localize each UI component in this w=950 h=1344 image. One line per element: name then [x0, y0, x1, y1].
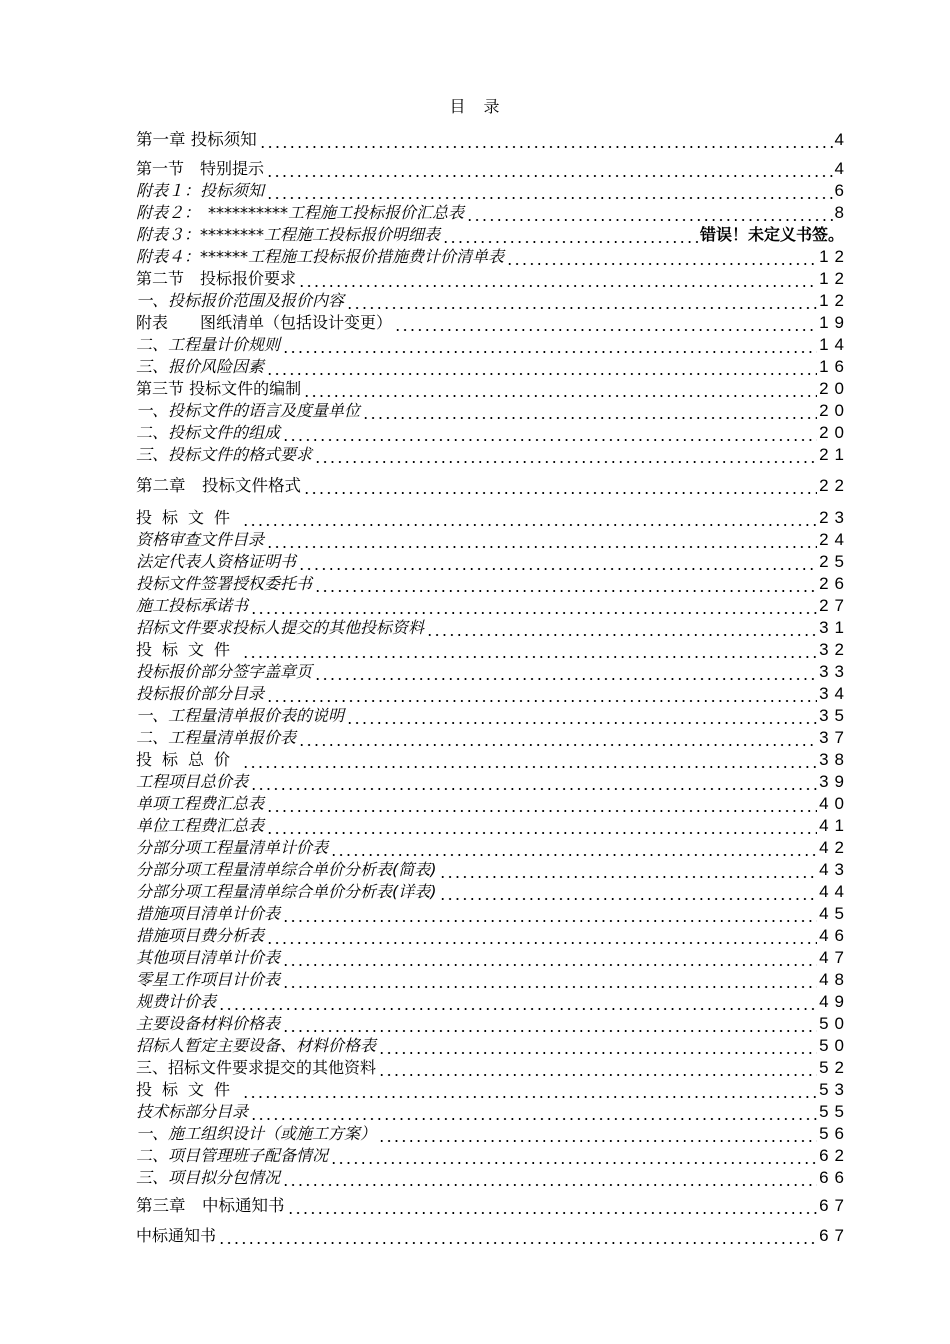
- toc-entry-label: 附表２： **********工程施工投标报价汇总表: [136, 203, 465, 222]
- toc-entry-page: 56: [819, 1124, 850, 1143]
- toc-entry[interactable]: [136, 704, 850, 726]
- toc-entry-label: 其他项目清单计价表: [136, 948, 281, 967]
- toc-entry[interactable]: [136, 550, 850, 572]
- toc-entry-label: 第一章 投标须知: [136, 130, 257, 149]
- toc-entry-page: 67: [819, 1196, 850, 1215]
- toc-entry-page: 55: [819, 1102, 850, 1121]
- toc-entry-page: 19: [819, 313, 850, 332]
- toc-entry-label: 投标文件签署授权委托书: [136, 574, 313, 593]
- toc-entry-label: 措施项目费分析表: [136, 926, 265, 945]
- toc-entry-page: 47: [819, 948, 850, 967]
- toc-entry-label: 附表１：投标须知: [136, 181, 265, 200]
- toc-entry[interactable]: [136, 528, 850, 550]
- dot-leader: [242, 640, 817, 660]
- toc-entry[interactable]: [136, 1056, 850, 1078]
- toc-entry-label: 投标文件: [136, 1080, 241, 1099]
- toc-entry-page: 44: [819, 882, 850, 901]
- dot-leader: [303, 379, 817, 399]
- dot-leader: [314, 445, 817, 465]
- dot-leader: [330, 1146, 817, 1166]
- toc-entry-page: 37: [819, 728, 850, 747]
- toc-entry-label: 二、工程量清单报价表: [136, 728, 297, 747]
- toc-entry-label: 招标人暂定主要设备、材料价格表: [136, 1036, 377, 1055]
- toc-entry[interactable]: [136, 421, 850, 443]
- toc-entry-page: 20: [819, 379, 850, 398]
- bookmark-error-text: 错误！未定义书签。: [699, 225, 844, 244]
- toc-entry-label: 附表３：********工程施工投标报价明细表: [136, 225, 441, 244]
- dot-leader: [287, 1196, 818, 1216]
- toc-entry[interactable]: [136, 880, 850, 902]
- toc-entry-page: 21: [819, 445, 850, 464]
- toc-entry-label: 第二节 投标报价要求: [136, 269, 297, 288]
- dot-leader: [282, 970, 817, 990]
- dot-leader: [346, 291, 817, 311]
- dot-leader: [242, 1080, 817, 1100]
- dot-leader: [330, 838, 817, 858]
- toc-entry[interactable]: [136, 990, 850, 1012]
- toc-entry-page: 41: [819, 816, 850, 835]
- toc-entry-label: 第一节 特别提示: [136, 159, 265, 178]
- toc-entry[interactable]: [136, 572, 850, 594]
- toc-entry-page: 43: [819, 860, 850, 879]
- toc-entry[interactable]: [136, 770, 850, 792]
- toc-entry-label: 招标文件要求投标人提交的其他投标资料: [136, 618, 425, 637]
- toc-entry-page: 42: [819, 838, 850, 857]
- toc-entry-label: 一、投标文件的语言及度量单位: [136, 401, 361, 420]
- dot-leader: [250, 772, 817, 792]
- toc-entry[interactable]: [136, 289, 850, 311]
- toc-entry-page: 49: [819, 992, 850, 1011]
- toc-entry-label: 零星工作项目计价表: [136, 970, 281, 989]
- toc-entry[interactable]: [136, 748, 850, 770]
- toc-entry-page: 4: [834, 159, 850, 178]
- toc-entry[interactable]: [136, 1144, 850, 1166]
- dot-leader: [266, 926, 817, 946]
- dot-leader: [242, 750, 817, 770]
- toc-entry[interactable]: [136, 594, 850, 616]
- toc-entry-label: 规费计价表: [136, 992, 217, 1011]
- toc-entry-page: 27: [819, 596, 850, 615]
- toc-entry-label: 投标总价: [136, 750, 241, 769]
- dot-leader: [266, 530, 817, 550]
- toc-entry-page: 32: [819, 640, 850, 659]
- toc-entry[interactable]: [136, 506, 850, 528]
- toc-entry[interactable]: [136, 267, 850, 289]
- dot-leader: [442, 225, 698, 245]
- toc-entry[interactable]: [136, 443, 850, 465]
- toc-entry-page: 31: [819, 618, 850, 637]
- toc-entry-label: 中标通知书: [136, 1226, 217, 1245]
- dot-leader: [378, 1058, 817, 1078]
- toc-entry-label: 单项工程费汇总表: [136, 794, 265, 813]
- toc-entry-page: 8: [834, 203, 850, 222]
- toc-entry[interactable]: [136, 660, 850, 682]
- toc-entry[interactable]: [136, 946, 850, 968]
- toc-entry-page: 20: [819, 423, 850, 442]
- toc-entry-label: 单位工程费汇总表: [136, 816, 265, 835]
- toc-entry[interactable]: [136, 1122, 850, 1144]
- toc-entry[interactable]: [136, 311, 850, 333]
- toc-entry[interactable]: [136, 836, 850, 858]
- toc-entry[interactable]: [136, 245, 850, 267]
- dot-leader: [394, 313, 817, 333]
- toc-entry-label: 投标报价部分签字盖章页: [136, 662, 313, 681]
- dot-leader: [218, 1226, 817, 1246]
- toc-entry-label: 投标报价部分目录: [136, 684, 265, 703]
- dot-leader: [266, 816, 817, 836]
- dot-leader: [439, 860, 818, 880]
- dot-leader: [282, 1014, 817, 1034]
- toc-entry[interactable]: [136, 924, 850, 946]
- toc-entry[interactable]: [136, 1034, 850, 1056]
- toc-entry-page: 66: [819, 1168, 850, 1187]
- toc-entry-page: 26: [819, 574, 850, 593]
- toc-entry[interactable]: [136, 902, 850, 924]
- dot-leader: [378, 1124, 817, 1144]
- dot-leader: [266, 357, 817, 377]
- toc-entry-label: 投标文件: [136, 640, 241, 659]
- toc-entry-page: 39: [819, 772, 850, 791]
- toc-entry-page: 40: [819, 794, 850, 813]
- toc-entry[interactable]: [136, 1224, 850, 1246]
- toc-entry[interactable]: [136, 128, 850, 150]
- toc-entry-label: 分部分项工程量清单计价表: [136, 838, 329, 857]
- toc-entry[interactable]: [136, 355, 850, 377]
- toc-entry-label: 二、工程量计价规则: [136, 335, 281, 354]
- dot-leader: [314, 574, 817, 594]
- toc-entry[interactable]: [136, 858, 850, 880]
- toc-entry-label: 第二章 投标文件格式: [136, 476, 301, 495]
- toc-entry[interactable]: [136, 1012, 850, 1034]
- toc-entry-page: 23: [819, 508, 850, 527]
- toc-entry-page: 53: [819, 1080, 850, 1099]
- toc-entry-label: 分部分项工程量清单综合单价分析表(详表): [136, 882, 437, 901]
- toc-entry[interactable]: [136, 1100, 850, 1122]
- toc-entry[interactable]: [136, 474, 850, 496]
- toc-entry-page: 50: [819, 1036, 850, 1055]
- toc-entry-label: 分部分项工程量清单综合单价分析表(简表): [136, 860, 437, 879]
- toc-entry[interactable]: [136, 333, 850, 355]
- toc-entry[interactable]: [136, 1194, 850, 1216]
- toc-entry-page: 46: [819, 926, 850, 945]
- toc-entry[interactable]: [136, 638, 850, 660]
- toc-entry-page: 12: [819, 269, 850, 288]
- toc-entry[interactable]: [136, 968, 850, 990]
- dot-leader: [266, 794, 817, 814]
- dot-leader: [314, 662, 817, 682]
- toc-entry-label: 措施项目清单计价表: [136, 904, 281, 923]
- dot-leader: [250, 596, 817, 616]
- toc-entry[interactable]: [136, 792, 850, 814]
- dot-leader: [466, 203, 833, 223]
- toc-entry-page: 52: [819, 1058, 850, 1077]
- toc-entry[interactable]: [136, 201, 850, 223]
- toc-entry-page: 20: [819, 401, 850, 420]
- toc-entry-page: 33: [819, 662, 850, 681]
- dot-leader: [242, 508, 817, 528]
- toc-entry-page: 50: [819, 1014, 850, 1033]
- dot-leader: [266, 684, 817, 704]
- toc-entry[interactable]: [136, 179, 850, 201]
- dot-leader: [266, 159, 833, 179]
- dot-leader: [282, 1168, 817, 1188]
- toc-entry-page: 22: [819, 476, 850, 495]
- toc-entry-page: 45: [819, 904, 850, 923]
- toc-entry-label: 一、施工组织设计（或施工方案）: [136, 1124, 377, 1143]
- toc-entry-label: 三、报价风险因素: [136, 357, 265, 376]
- toc-entry[interactable]: [136, 1078, 850, 1100]
- toc-entry-label: 资格审查文件目录: [136, 530, 265, 549]
- toc-entry-label: 三、投标文件的格式要求: [136, 445, 313, 464]
- toc-entry-label: 附表 图纸清单（包括设计变更）: [136, 313, 393, 332]
- toc-entry-label: 二、项目管理班子配备情况: [136, 1146, 329, 1165]
- toc-entry-page: 4: [834, 130, 850, 149]
- toc-entry-page: 6: [834, 181, 850, 200]
- toc-entry-label: 附表４：******工程施工投标报价措施费计价清单表: [136, 247, 505, 266]
- toc-entry[interactable]: [136, 399, 850, 421]
- dot-leader: [362, 401, 817, 421]
- dot-leader: [346, 706, 817, 726]
- toc-entry-page: 62: [819, 1146, 850, 1165]
- toc-entry-label: 三、招标文件要求提交的其他资料: [136, 1058, 377, 1077]
- toc-title: 目 录: [449, 97, 501, 116]
- toc-entry-page: 16: [819, 357, 850, 376]
- toc-entry-label: 三、项目拟分包情况: [136, 1168, 281, 1187]
- toc-entry-label: 第三节 投标文件的编制: [136, 379, 302, 398]
- toc-entry-page: 24: [819, 530, 850, 549]
- dot-leader: [266, 181, 833, 201]
- toc-entry-label: 投标文件: [136, 508, 241, 527]
- toc-entry-page: 35: [819, 706, 850, 725]
- toc-entry-page: 48: [819, 970, 850, 989]
- toc-entry-label: 主要设备材料价格表: [136, 1014, 281, 1033]
- dot-leader: [378, 1036, 817, 1056]
- toc-entry-label: 施工投标承诺书: [136, 596, 249, 615]
- toc-entry[interactable]: [136, 377, 850, 399]
- toc-entry-page: 12: [819, 247, 850, 266]
- dot-leader: [282, 423, 817, 443]
- toc-entry-page: 12: [819, 291, 850, 310]
- dot-leader: [298, 728, 817, 748]
- dot-leader: [426, 618, 817, 638]
- dot-leader: [506, 247, 817, 267]
- toc-entry-label: 一、投标报价范围及报价内容: [136, 291, 345, 310]
- dot-leader: [250, 1102, 817, 1122]
- toc-entry-page: 38: [819, 750, 850, 769]
- toc-entry[interactable]: [136, 1166, 850, 1188]
- dot-leader: [298, 552, 817, 572]
- dot-leader: [298, 269, 817, 289]
- toc-entry[interactable]: [136, 726, 850, 748]
- toc-entry[interactable]: [136, 682, 850, 704]
- dot-leader: [259, 130, 833, 150]
- dot-leader: [282, 904, 817, 924]
- toc-entry[interactable]: [136, 223, 844, 245]
- dot-leader: [282, 948, 817, 968]
- dot-leader: [439, 882, 818, 902]
- dot-leader: [303, 476, 817, 496]
- toc-entry[interactable]: [136, 157, 850, 179]
- dot-leader: [218, 992, 817, 1012]
- toc-entry[interactable]: [136, 814, 850, 836]
- toc-entry-label: 工程项目总价表: [136, 772, 249, 791]
- toc-entry-label: 法定代表人资格证明书: [136, 552, 297, 571]
- toc-entry[interactable]: [136, 616, 850, 638]
- toc-entry-page: 14: [819, 335, 850, 354]
- toc-entry-label: 技术标部分目录: [136, 1102, 249, 1121]
- toc-entry-label: 二、投标文件的组成: [136, 423, 281, 442]
- toc-entry-label: 一、工程量清单报价表的说明: [136, 706, 345, 725]
- dot-leader: [282, 335, 817, 355]
- toc-entry-page: 34: [819, 684, 850, 703]
- toc-entry-label: 第三章 中标通知书: [136, 1196, 285, 1215]
- toc-entry-page: 25: [819, 552, 850, 571]
- toc-entry-page: 67: [819, 1226, 850, 1245]
